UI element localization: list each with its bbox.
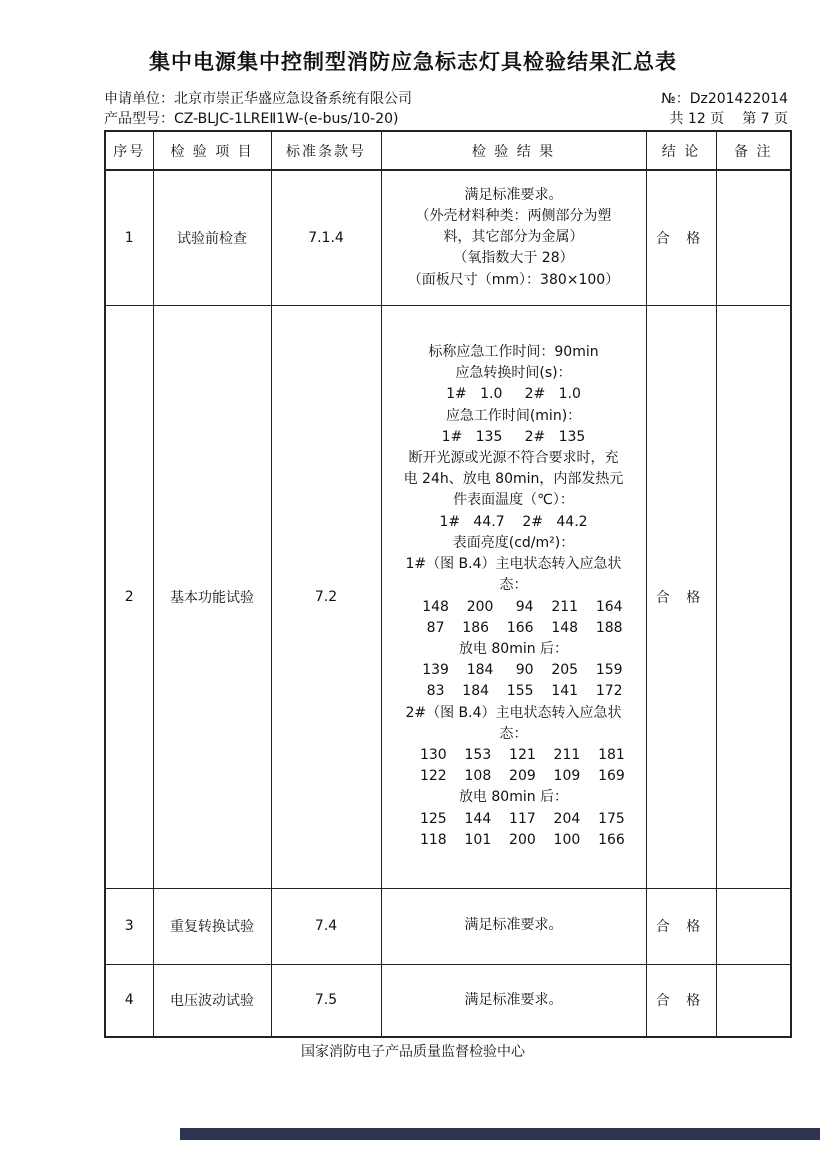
row-number: 3	[105, 888, 153, 964]
result-line: 118 101 200 100 166	[402, 831, 625, 848]
scan-edge-bar	[180, 1128, 820, 1140]
report-number-label: №：	[661, 91, 690, 107]
result-line: （外壳材料种类：两侧部分为塑	[415, 207, 612, 224]
result-line: 断开光源或光源不符合要求时，充	[408, 450, 619, 467]
result-line: 应急转换时间(s)：	[455, 365, 572, 382]
row-verdict: 合 格	[646, 170, 716, 305]
row-result	[381, 964, 646, 1037]
result-line: 满足标准要求。	[464, 917, 563, 934]
row-remark	[716, 170, 791, 305]
result-line: 2#（图 B.4）主电状态转入应急状	[405, 704, 622, 721]
page-current: 第 7 页	[742, 111, 788, 127]
row-verdict: 合 格	[646, 888, 716, 964]
report-number-value: Dz201422014	[689, 91, 788, 107]
result-line: 83 184 155 141 172	[404, 683, 623, 700]
row-clause: 7.5	[271, 964, 381, 1037]
row-clause: 7.1.4	[271, 170, 381, 305]
row-item: 试验前检查	[153, 170, 271, 305]
result-line: 130 153 121 211 181	[402, 746, 625, 763]
result-line: 表面亮度(cd/m²)：	[452, 534, 575, 551]
page-total: 共 12 页	[669, 111, 725, 127]
result-line: 应急工作时间(min)：	[445, 407, 582, 424]
row-remark	[716, 888, 791, 964]
header-clause: 标准条款号	[271, 131, 381, 170]
applicant-value: 北京市崇正华盛应急设备系统有限公司	[174, 91, 412, 107]
header-result: 检 验 结 果	[381, 131, 646, 170]
result-line: 125 144 117 204 175	[402, 810, 625, 827]
page-title: 集中电源集中控制型消防应急标志灯具检验结果汇总表	[149, 50, 677, 74]
model-value: CZ-BLJC-1LREⅡ1W-(e-bus/10-20)	[174, 111, 399, 127]
table-row	[105, 170, 791, 305]
row-item: 重复转换试验	[153, 888, 271, 964]
applicant-label: 申请单位：	[104, 91, 174, 107]
row-number: 2	[105, 305, 153, 888]
footer-organization: 国家消防电子产品质量监督检验中心	[301, 1044, 525, 1060]
report-number-line	[661, 88, 788, 108]
result-line: 满足标准要求。	[464, 186, 563, 203]
results-table	[104, 130, 792, 1038]
table-row	[105, 888, 791, 964]
model-label: 产品型号：	[104, 111, 174, 127]
table-row	[105, 964, 791, 1037]
table-row	[105, 305, 791, 888]
header-remark: 备 注	[716, 131, 791, 170]
result-line: 态：	[499, 725, 528, 742]
result-line: 放电 80min 后：	[458, 640, 569, 657]
result-line: 件表面温度（℃）：	[453, 492, 574, 509]
row-clause: 7.2	[271, 305, 381, 888]
header-no: 序号	[105, 131, 153, 170]
row-verdict: 合 格	[646, 964, 716, 1037]
row-number: 4	[105, 964, 153, 1037]
row-result	[381, 305, 646, 888]
result-line: 139 184 90 205 159	[404, 662, 623, 679]
result-line: 电 24h、放电 80min，内部发热元	[403, 471, 624, 488]
header-verdict: 结 论	[646, 131, 716, 170]
result-line: 1#（图 B.4）主电状态转入应急状	[405, 556, 622, 573]
table-header-row	[105, 131, 791, 170]
result-line: 满足标准要求。	[464, 991, 563, 1008]
result-line: 标称应急工作时间：90min	[428, 344, 599, 361]
row-clause: 7.4	[271, 888, 381, 964]
result-line: 放电 80min 后：	[458, 789, 569, 806]
row-item: 电压波动试验	[153, 964, 271, 1037]
result-line: 87 186 166 148 188	[404, 619, 623, 636]
row-remark	[716, 305, 791, 888]
result-line: （面板尺寸（mm）：380×100）	[407, 271, 620, 288]
row-remark	[716, 964, 791, 1037]
result-line: 态：	[499, 577, 528, 594]
model-line	[104, 108, 398, 128]
row-result	[381, 170, 646, 305]
result-line: 1# 1.0 2# 1.0	[446, 386, 581, 403]
result-line: 料，其它部分为金属）	[443, 229, 584, 246]
row-result	[381, 888, 646, 964]
result-line: （氧指数大于 28）	[453, 250, 574, 267]
header-item: 检 验 项 目	[153, 131, 271, 170]
result-line: 1# 135 2# 135	[441, 428, 586, 445]
result-line: 148 200 94 211 164	[404, 598, 623, 615]
row-verdict: 合 格	[646, 305, 716, 888]
page-count-line	[669, 108, 788, 128]
result-line: 1# 44.7 2# 44.2	[439, 513, 588, 530]
result-line: 122 108 209 109 169	[402, 768, 625, 785]
row-number: 1	[105, 170, 153, 305]
row-item: 基本功能试验	[153, 305, 271, 888]
applicant-line	[104, 88, 412, 108]
